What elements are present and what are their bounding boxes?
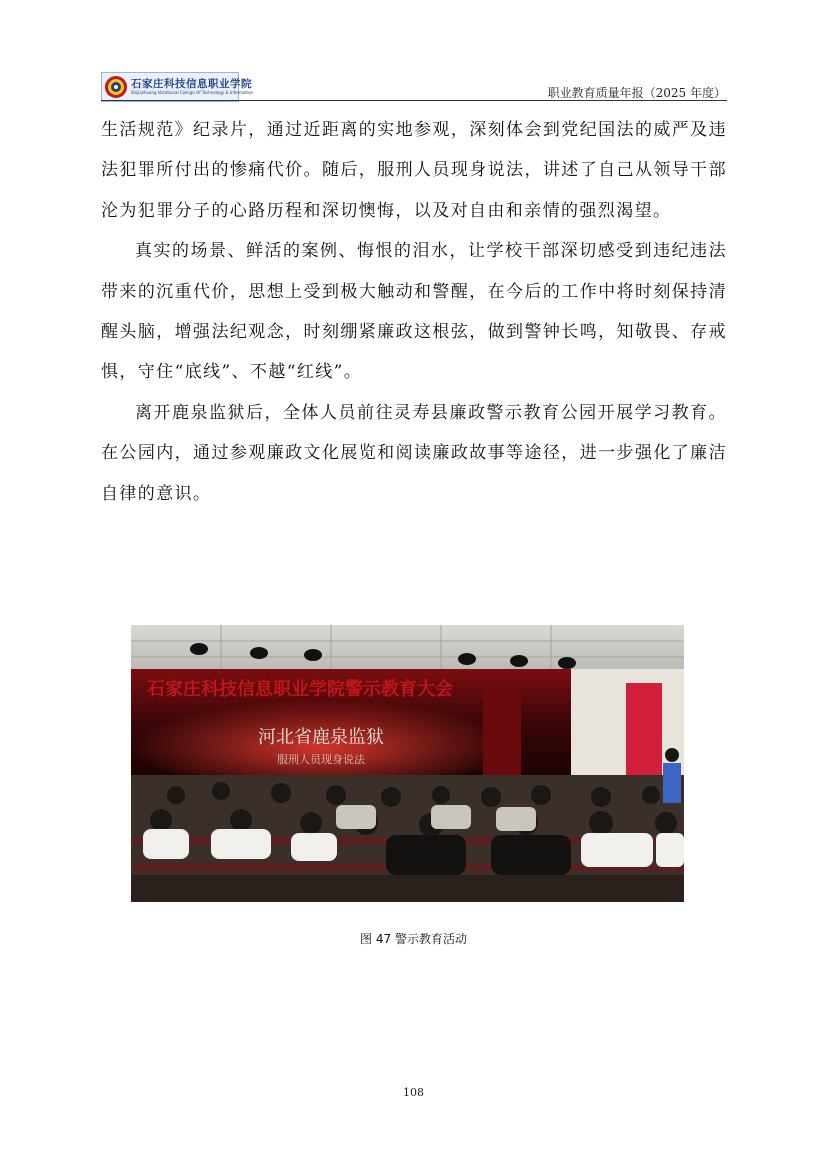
event-photo: [131, 625, 684, 902]
figure-caption: 图 47 警示教育活动: [360, 932, 467, 946]
header-divider: [101, 100, 727, 101]
logo-chinese-name: 石家庄科技信息职业学院: [131, 77, 252, 90]
photo-banner-text: 石家庄科技信息职业学院警示教育大会: [147, 679, 453, 700]
paragraph-2: 真实的场景、鲜活的案例、悔恨的泪水，让学校干部深切感受到违纪违法带来的沉重代价，思想上受到极大触动和警醒，在今后的工作中将时刻保持清醒头脑，增强法纪观念，时刻绷紧廉政这根弦，做到警钟长鸣，知敬畏、存戒惧，守住“底线”、不越“红线”。: [101, 241, 727, 383]
paragraph-3: 离开鹿泉监狱后，全体人员前往灵寿县廉政警示教育公园开展学习教育。在公园内，通过参观廉政文化展览和阅读廉政故事等途径，进一步强化了廉洁自律的意识。: [101, 402, 727, 504]
page-number: 108: [403, 1086, 424, 1099]
logo-english-name: Shijiazhuang Vocational College Of Technology & Information: [131, 90, 254, 96]
body-text: [101, 110, 727, 514]
paragraph-1: 生活规范》纪录片，通过近距离的实地参观，深刻体会到党纪国法的威严及违法犯罪所付出的惨痛代价。随后，服刑人员现身说法，讲述了自己从领导干部沦为犯罪分子的心路历程和深切懊悔，以及对自由和亲情的强烈渴望。: [101, 120, 727, 221]
report-title: 职业教育质量年报（2025 年度）: [547, 86, 726, 100]
school-logo: [101, 72, 254, 102]
photo-screen-subtitle: 服刑人员现身说法: [277, 753, 365, 766]
school-emblem-icon: [104, 75, 128, 99]
photo-screen-title: 河北省鹿泉监狱: [258, 727, 384, 748]
